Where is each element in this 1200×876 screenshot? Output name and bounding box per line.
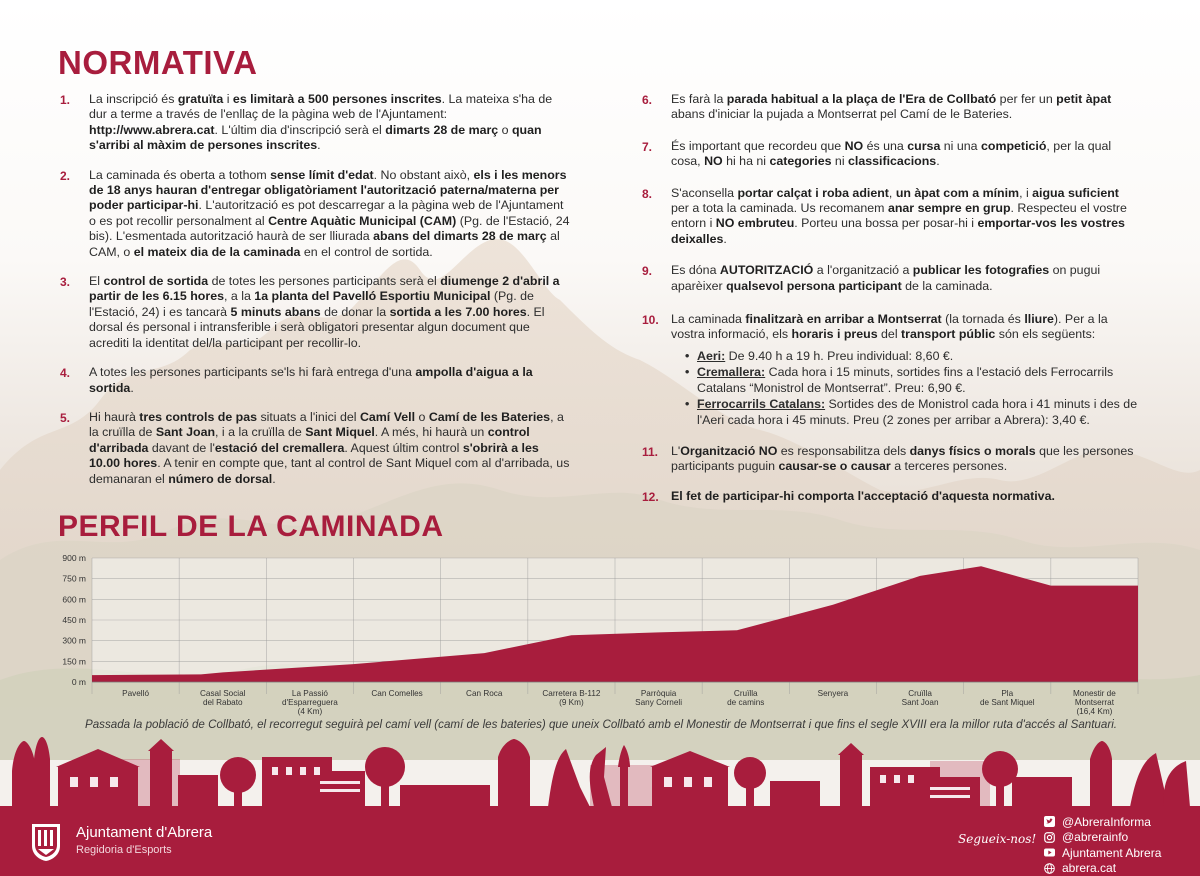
rule-number: 8. — [642, 186, 653, 201]
x-tick-label: Cruïlla Sant Joan — [901, 689, 939, 707]
town-skyline-illustration — [0, 737, 1200, 807]
social-twitter-label: @AbreraInforma — [1062, 814, 1151, 829]
social-youtube[interactable] — [1044, 845, 1161, 861]
org-name: Ajuntament d'Abrera — [76, 824, 213, 841]
x-tick-label: Monestir de Montserrat (16,4 Km) — [1073, 689, 1116, 716]
rule-number: 11. — [642, 444, 659, 459]
rule-item — [58, 92, 570, 154]
transport-item: • Cremallera: Cada hora i 15 minuts, sortides fins a l'estació dels Ferrocarrils Catalans “Monistrol de Montserrat”. Preu: 6,90 €. — [685, 365, 1140, 396]
perfil-title: PERFIL DE LA CAMINADA — [58, 510, 444, 543]
y-tick-label: 450 m — [62, 615, 86, 625]
rule-number: 1. — [60, 93, 71, 107]
social-website[interactable] — [1044, 861, 1161, 876]
rule-text: La caminada finalitzarà en arribar a Montserrat (la tornada és lliure). Per a la vostra informació, els horaris i preus del transport públic són els següents: — [671, 312, 1108, 342]
social-website-label: abrera.cat — [1062, 861, 1117, 876]
x-tick-label: Carretera B-112 (9 Km) — [542, 689, 601, 707]
x-tick-label: Casal Social del Rabato — [199, 689, 246, 707]
rule-text: La inscripció és gratuïta i es limitarà a 500 persones inscrites. La mateixa s'ha de dur a terme a través de l'enllaç de la pàgina web de l'Ajuntament: http://www.abrera.cat. L'últim dia d'inscripció serà el dimarts 28 de març o quan s'arribi al màxim de persones inscrites. — [89, 92, 553, 153]
x-tick-label: Pla de Sant Miquel — [979, 689, 1035, 707]
rule-item — [58, 410, 570, 487]
elevation-profile-chart — [58, 552, 1144, 724]
y-tick-label: 600 m — [62, 594, 86, 605]
y-tick-label: 150 m — [62, 656, 86, 667]
rule-number: 10. — [642, 313, 659, 328]
elevation-chart-svg — [58, 552, 1144, 724]
profile-caption: Passada la població de Collbató, el recorregut seguirà pel camí vell (camí de les bateries) que uneix Collbató amb el Monestir de Montserrat i que fins el segle XVIII era la millor ruta d'accés al Santuari. — [84, 718, 1117, 731]
rule-text: El control de sortida de totes les persones participants serà el diumenge 2 d'abril a partir de les 6.15 hores, a la 1a planta del Pavelló Esportiu Municipal (Pg. de l'Estació, 24) i es tancarà 5 minuts abans de donar la sortida a les 7.00 hores. El dorsal és personal i intransferible i serà obligatori presentar algun document que acrediti la identitat del/la participant per recollir-lo. — [89, 274, 560, 350]
transport-item: • Ferrocarrils Catalans: Sortides des de Monistrol cada hora i 41 minuts i des de l'Aeri cada hora i 45 minuts. Preu (2 zones per arribar a Abrera): 3,40 €. — [685, 397, 1140, 428]
rule-item — [640, 139, 1140, 170]
rules-column-left — [58, 92, 570, 501]
rule-number: 6. — [642, 93, 653, 107]
rule-item — [58, 365, 570, 396]
rule-item — [640, 489, 1140, 504]
twitter-icon — [1044, 816, 1055, 827]
rule-text: La caminada és oberta a tothom sense límit d'edat. No obstant això, els i les menors de 18 anys hauran d'entregar obligatòriament l'autorització paterna/materna per poder participar-hi. L'autorització es pot descarregar a la pàgina web de l'Ajuntament o es pot recollir personalment al Centre Aquàtic Municipal (CAM) (Pg. de l'Estació, 24 bis). L'esmentada autorització haurà de ser lliurada abans del dimarts 28 de març al CAM, o el mateix dia de la caminada en el control de sortida. — [89, 167, 570, 259]
rule-item — [58, 274, 570, 351]
instagram-icon — [1044, 832, 1055, 843]
rule-item — [640, 263, 1140, 294]
rule-number: 7. — [642, 139, 653, 154]
globe-icon — [1044, 863, 1055, 874]
rule-item — [640, 186, 1140, 248]
normativa-title: NORMATIVA — [58, 44, 258, 81]
x-tick-label: Can Comelles — [371, 689, 423, 698]
rule-number: 2. — [60, 168, 71, 183]
rule-text: S'aconsella portar calçat i roba adient, un àpat com a mínim, i aigua suficient per a tota la caminada. Us recomanem anar sempre en grup. Respecteu el vostre entorn i NO embruteu. Porteu una bossa per posar-hi i emportar-vos les vostres deixalles. — [671, 185, 1127, 246]
social-twitter[interactable] — [1044, 814, 1161, 830]
y-tick-label: 900 m — [62, 553, 86, 563]
rule-item — [640, 92, 1140, 123]
x-tick-label: Senyera — [817, 689, 849, 698]
rule-text: El fet de participar-hi comporta l'acceptació d'aquesta normativa. — [671, 488, 1055, 503]
x-tick-label: La Passió d'Esparreguera (4 Km) — [282, 689, 338, 716]
org-department: Regidoria d'Esports — [76, 844, 172, 856]
y-tick-label: 750 m — [62, 573, 86, 584]
social-instagram-label: @abrerainfo — [1062, 830, 1129, 845]
footer-bar — [0, 806, 1200, 876]
rule-number: 9. — [642, 264, 653, 279]
rule-text: Es farà la parada habitual a la plaça de l'Era de Collbató per fer un petit àpat abans d'iniciar la pujada a Montserrat pel Camí de le Bateries. — [671, 92, 1112, 122]
rule-text: Hi haurà tres controls de pas situats a l'inici del Camí Vell o Camí de les Bateries, a la cruïlla de Sant Joan, i a la cruïlla de Sant Miquel. A més, hi haurà un control d'arribada davant de l'estació del cremallera. Aquest últim control s'obrirà a les 10.00 hores. A tenir en compte que, tant al control de Sant Miquel com al d'arribada, us demanaran el número de dorsal. — [89, 409, 570, 486]
abrera-crest-icon — [30, 822, 62, 862]
y-tick-label: 300 m — [62, 635, 86, 646]
x-tick-label: Cruïlla de camins — [727, 689, 765, 707]
follow-us-label: Segueix-nos! — [958, 832, 1037, 846]
y-tick-label: 0 m — [71, 677, 86, 687]
rule-item — [640, 444, 1140, 475]
x-tick-label: Pavelló — [122, 689, 150, 698]
social-youtube-label: Ajuntament Abrera — [1062, 845, 1162, 860]
rule-number: 5. — [60, 410, 71, 425]
social-instagram[interactable] — [1044, 830, 1161, 846]
x-tick-label: Can Roca — [466, 689, 503, 698]
x-tick-label: Parròquia Sany Corneli — [635, 689, 683, 707]
rule-text: És important que recordeu que NO és una cursa ni una competició, per la qual cosa, NO hi ha ni categories ni classificacions. — [671, 138, 1112, 169]
transport-list — [685, 349, 1140, 428]
rule-item — [58, 168, 570, 260]
rule-number: 12. — [642, 489, 659, 504]
rule-text: A totes les persones participants se'ls hi farà entrega d'una ampolla d'aigua a la sortida. — [89, 365, 533, 395]
social-links — [1044, 814, 1161, 876]
youtube-icon — [1044, 847, 1055, 858]
rule-number: 3. — [60, 275, 71, 290]
transport-item: • Aeri: De 9.40 h a 19 h. Preu individual: 8,60 €. — [685, 349, 1140, 364]
rule-text: L'Organització NO es responsabilitza dels danys físics o morals que les persones participants puguin causar-se o causar a terceres persones. — [671, 443, 1134, 474]
rule-text: Es dóna AUTORITZACIÓ a l'organització a publicar les fotografies on pugui aparèixer qualsevol persona participant de la caminada. — [671, 263, 1101, 293]
rules-column-right — [640, 92, 1140, 518]
rule-number: 4. — [60, 366, 71, 381]
rule-item — [640, 312, 1140, 428]
